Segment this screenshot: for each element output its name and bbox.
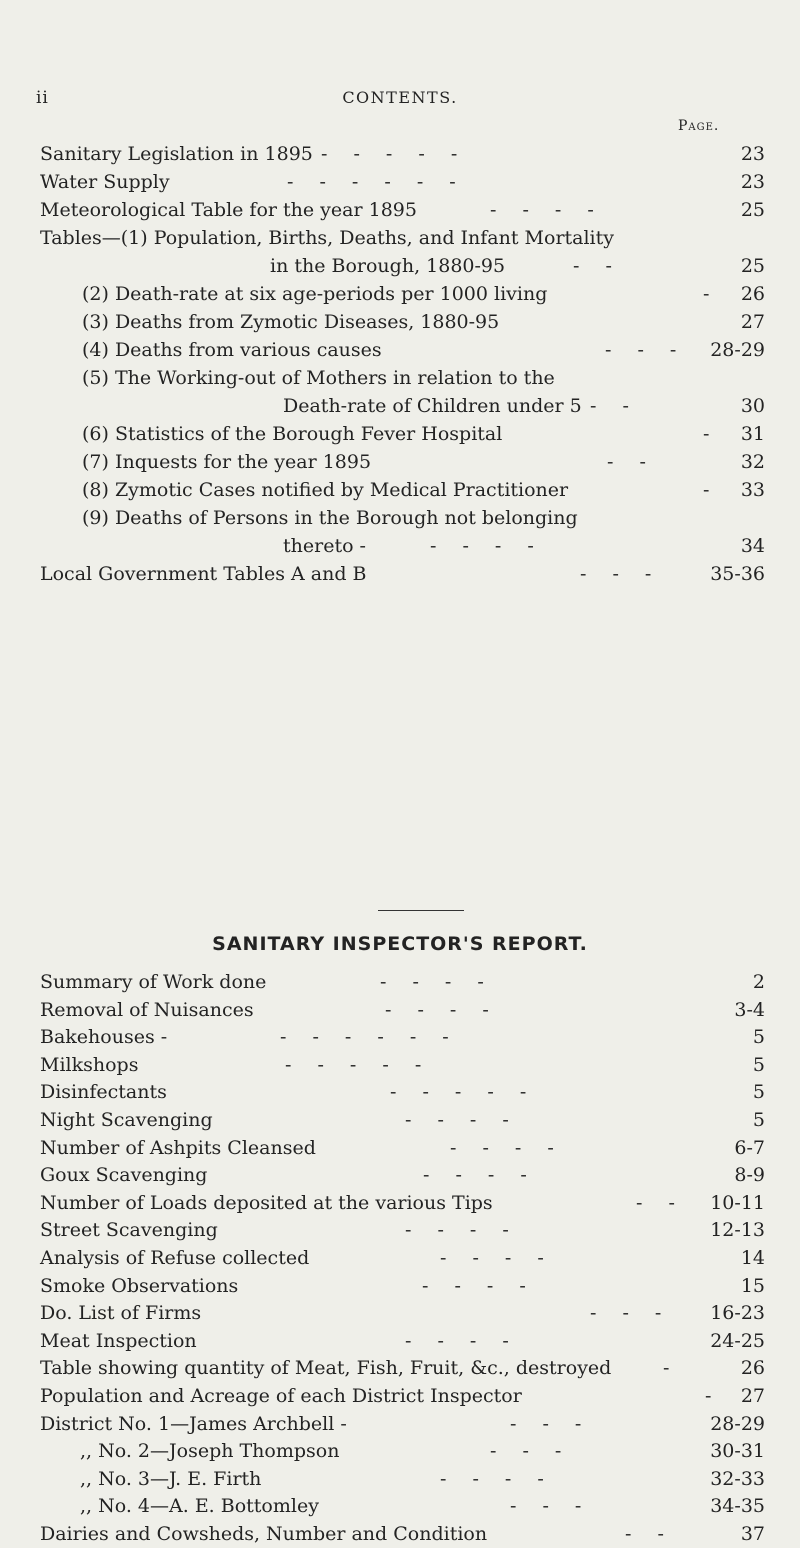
entry-title: ,, No. 2—Joseph Thompson [80,1440,340,1463]
contents-entry [40,1492,765,1520]
dot-leader: - - - - [405,1109,519,1131]
contents-entry [40,504,765,532]
entry-title: Death-rate of Children under 5 [283,395,582,417]
contents-entry [40,168,765,196]
dot-leader: - - - - [405,1219,519,1242]
contents-entry [40,224,765,252]
page-number-ref: 32-33 [710,1467,765,1490]
contents-entry [40,1520,765,1548]
dot-leader: - [703,479,720,501]
contents-entry [40,1437,765,1465]
dot-leader: - - - - [440,1467,554,1490]
dot-leader: - - - - [385,998,499,1021]
entry-title: (5) The Working-out of Mothers in relation to the [82,367,555,389]
contents-entry [40,196,765,224]
entry-title: Local Government Tables A and B [40,563,367,585]
contents-entry [40,1382,765,1410]
page-number-ref: 23 [740,143,765,165]
entry-title: (6) Statistics of the Borough Fever Hospital [82,423,503,445]
entry-title: ,, No. 4—A. E. Bottomley [80,1495,319,1518]
entry-title: Night Scavenging [40,1109,213,1131]
dot-leader: - [705,1385,722,1407]
page-number-ref: 28-29 [710,1412,765,1435]
dot-leader: - - [625,1523,674,1545]
page-number-ref: 25 [740,199,765,221]
entry-title: thereto - [283,535,366,557]
contents-entry [40,476,765,504]
entry-title: (7) Inquests for the year 1895 [82,451,372,473]
contents-entry [40,420,765,448]
page-number-ref: 31 [740,423,765,445]
entry-title: Tables—(1) Population, Births, Deaths, and Infant Mortality [40,227,615,249]
page-number-ref: 5 [752,1109,765,1131]
dot-leader: - - - - [430,535,544,557]
entry-title: Disinfectants [40,1081,167,1104]
dot-leader: - - - - - [390,1081,537,1104]
contents-entry [40,532,765,560]
entry-title: Table showing quantity of Meat, Fish, Fruit, &c., destroyed [40,1357,612,1380]
page-number-ref: 23 [740,171,765,193]
dot-leader: - - - [580,563,662,585]
dot-leader: - - - - [440,1247,554,1269]
entry-title: (4) Deaths from various causes [82,339,382,361]
contents-entry [40,1244,765,1272]
page-number-ref: 3-4 [734,998,765,1021]
entry-title: Milkshops [40,1053,139,1076]
page-number-ref: 6-7 [734,1136,765,1159]
entry-title: Water Supply [40,171,170,193]
page-number-ref: 25 [740,255,765,277]
entry-title: Bakehouses - [40,1026,168,1049]
dot-leader: - - - [510,1412,592,1435]
page-number-ref: 34-35 [710,1495,765,1518]
contents-entry [40,308,765,336]
contents-entry [40,996,765,1024]
entry-title: Dairies and Cowsheds, Number and Condition [40,1523,488,1545]
page-number-ref: 15 [740,1274,765,1297]
entry-title: in the Borough, 1880-95 [270,255,506,277]
dot-leader: - - - - [422,1274,536,1297]
contents-entry [40,560,765,588]
contents-entry [40,1051,765,1079]
dot-leader: - - - - [490,199,604,221]
contents-entry [40,1216,765,1244]
page-number-ref: 12-13 [710,1219,765,1242]
contents-entry [40,1161,765,1189]
contents-entry [40,252,765,280]
dot-leader: - - - - - [285,1053,432,1076]
page-number-ref: 30 [740,395,765,417]
entry-title: ,, No. 3—J. E. Firth [80,1467,262,1490]
dot-leader: - - - - [380,971,494,993]
dot-leader: - [703,423,720,445]
page-title: CONTENTS. [342,88,458,107]
entry-title: (3) Deaths from Zymotic Diseases, 1880-95 [82,311,500,333]
section-divider [378,910,464,911]
entry-title: Analysis of Refuse collected [40,1247,310,1269]
entry-title: Population and Acreage of each District Inspector [40,1385,522,1407]
dot-leader: - - - [605,339,687,361]
contents-entry [40,336,765,364]
entry-title: (2) Death-rate at six age-periods per 1000 living [82,283,548,305]
entry-title: Summary of Work done [40,971,267,993]
entry-title: Goux Scavenging [40,1164,208,1187]
contents-entry [40,280,765,308]
entry-title: Removal of Nuisances [40,998,254,1021]
dot-leader: - - - - [423,1164,537,1187]
dot-leader: - - [607,451,656,473]
entry-title: Number of Ashpits Cleansed [40,1136,316,1159]
page-number-ref: 33 [740,479,765,501]
contents-entry [40,1354,765,1382]
dot-leader: - - - - [405,1329,519,1352]
dot-leader: - - - [510,1495,592,1518]
contents-entry [40,1410,765,1438]
contents-entry [40,968,765,996]
page-number-ref: 27 [740,1385,765,1407]
dot-leader: - - - - - - [280,1026,459,1049]
page-number-ref: 32 [740,451,765,473]
entry-title: Meteorological Table for the year 1895 [40,199,417,221]
page-column-label: Page. [678,118,720,134]
page-number-ref: 24-25 [710,1329,765,1352]
page-number-ref: 26 [740,1357,765,1380]
dot-leader: - - - [590,1302,672,1325]
page-number-ref: 30-31 [710,1440,765,1463]
page-number-ref: 35-36 [710,563,765,585]
entry-title: Meat Inspection [40,1329,197,1352]
contents-entry [40,1465,765,1493]
contents-entry [40,1272,765,1300]
entry-title: Number of Loads deposited at the various Tips [40,1191,493,1214]
entry-title: (9) Deaths of Persons in the Borough not belonging [82,507,578,529]
dot-leader: - - - - [450,1136,564,1159]
entry-title: Street Scavenging [40,1219,218,1242]
page-number-ref: 26 [740,283,765,305]
contents-entry [40,364,765,392]
dot-leader: - - - [490,1440,572,1463]
dot-leader: - - [590,395,639,417]
entry-title: Sanitary Legislation in 1895 [40,143,313,165]
entry-title: District No. 1—James Archbell - [40,1412,347,1435]
dot-leader: - [663,1357,680,1380]
page-number-ref: 5 [752,1053,765,1076]
page-number-ref: 34 [740,535,765,557]
contents-entry [40,1078,765,1106]
page-number-ref: 37 [740,1523,765,1545]
contents-entry [40,392,765,420]
contents-entry [40,1106,765,1134]
page-number-ref: 10-11 [710,1191,765,1214]
page-number-ref: 16-23 [710,1302,765,1325]
dot-leader: - - [636,1191,685,1214]
page-number-ref: 5 [752,1081,765,1104]
contents-entry [40,448,765,476]
entry-title: Smoke Observations [40,1274,239,1297]
page-number: ii [36,88,49,108]
entry-title: (8) Zymotic Cases notified by Medical Practitioner [82,479,569,501]
page-number-ref: 28-29 [710,339,765,361]
page-number-ref: 5 [752,1026,765,1049]
contents-entry [40,1299,765,1327]
page-number-ref: 14 [740,1247,765,1269]
entry-title: Do. List of Firms [40,1302,202,1325]
page-number-ref: 8-9 [734,1164,765,1187]
contents-entry [40,140,765,168]
dot-leader: - [703,283,720,305]
page-number-ref: 2 [752,971,765,993]
contents-entry [40,1189,765,1217]
dot-leader: - - - - - [321,143,468,165]
contents-entry [40,1134,765,1162]
contents-entry [40,1023,765,1051]
page-number-ref: 27 [740,311,765,333]
section-heading: SANITARY INSPECTOR'S REPORT. [212,933,588,955]
dot-leader: - - [573,255,622,277]
dot-leader: - - - - - - [287,171,466,193]
contents-entry [40,1327,765,1355]
